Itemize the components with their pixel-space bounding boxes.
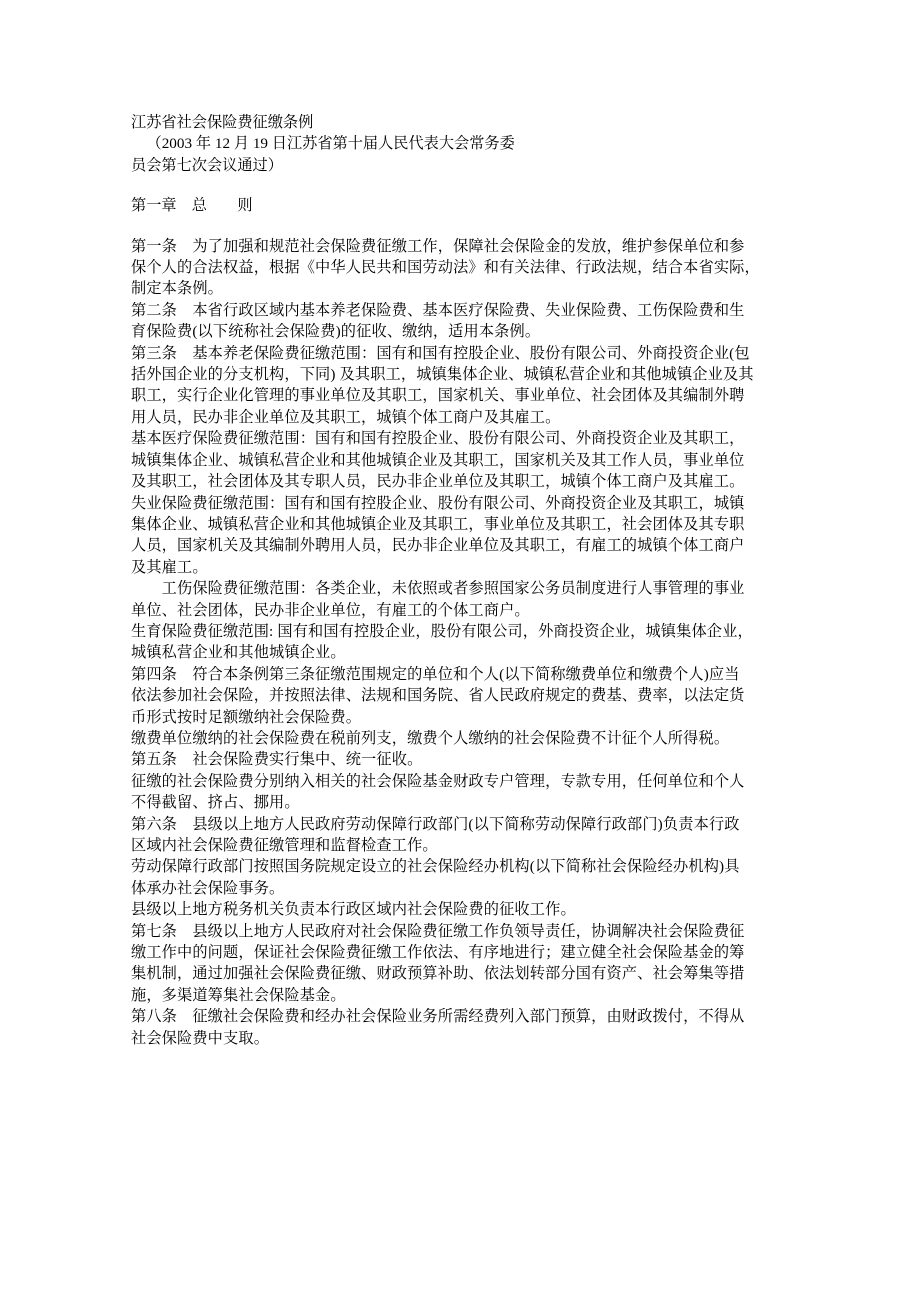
text-line: 人员，国家机关及其编制外聘用人员，民办非企业单位及其职工，有雇工的城镇个体工商户 (131, 537, 745, 555)
text-line: 第五条 社会保险费实行集中、统一征收。 (131, 751, 423, 769)
text-line: 第四条 符合本条例第三条征缴范围规定的单位和个人(以下简称缴费单位和缴费个人)应当 (131, 665, 740, 683)
enactment-line-2: 员会第七次会议通过） (131, 156, 283, 174)
text-line: 不得截留、挤占、挪用。 (131, 794, 300, 812)
enactment-line-1: （2003 年 12 月 19 日江苏省第十届人民代表大会常务委 (146, 135, 515, 153)
text-line: 城镇私营企业和其他城镇企业。 (131, 644, 346, 662)
paragraph-article-6-agency (131, 856, 813, 899)
text-line: 币形式按时足额缴纳社会保险费。 (131, 708, 362, 726)
text-line: 第三条 基本养老保险费征缴范围：国有和国有控股企业、股份有限公司、外商投资企业(包 (131, 344, 750, 362)
text-line: 第八条 征缴社会保险费和经办社会保险业务所需经费列入部门预算，由财政拨付，不得从 (131, 1008, 745, 1026)
text-line: 第一条 为了加强和规范社会保险费征缴工作，保障社会保险金的发放，维护参保单位和参 (131, 237, 745, 255)
paragraph-article-5 (131, 749, 813, 770)
text-line: 县级以上地方税务机关负责本行政区域内社会保险费的征收工作。 (131, 901, 576, 919)
document-title: 江苏省社会保险费征缴条例 (131, 114, 314, 131)
paragraph-article-6-tax-authority (131, 899, 813, 920)
document-body (131, 112, 813, 1049)
text-line: 保个人的合法权益，根据《中华人民共和国劳动法》和有关法律、行政法规，结合本省实际， (131, 259, 760, 277)
text-line: 职工，实行企业化管理的事业单位及其职工，国家机关、事业单位、社会团体及其编制外聘 (131, 387, 745, 405)
text-line: 施，多渠道筹集社会保险基金。 (131, 986, 346, 1004)
chapter-heading: 第一章 总 则 (131, 197, 253, 215)
text-line: 失业保险费征缴范围：国有和国有控股企业、股份有限公司、外商投资企业及其职工，城镇 (131, 494, 745, 512)
paragraph-article-1 (131, 236, 813, 300)
paragraph-article-6 (131, 814, 813, 857)
text-line: 第二条 本省行政区域内基本养老保险费、基本医疗保险费、失业保险费、工伤保险费和生 (131, 301, 745, 319)
text-line: 依法参加社会保险，并按照法律、法规和国务院、省人民政府规定的费基、费率，以法定货 (131, 687, 745, 705)
spacer-before-chapter (131, 176, 813, 195)
paragraph-article-2 (131, 300, 813, 343)
text-line: 区域内社会保险费征缴管理和监督检查工作。 (131, 837, 438, 854)
paragraph-article-3-maternity (131, 621, 813, 664)
text-line: 第七条 县级以上地方人民政府对社会保险费征缴工作负领导责任，协调解决社会保险费征 (131, 922, 745, 940)
text-line: 城镇集体企业、城镇私营企业和其他城镇企业及其职工，国家机关及其工作人员，事业单位 (131, 451, 745, 469)
paragraph-article-3-unemployment (131, 493, 813, 579)
paragraph-article-5-fund (131, 771, 813, 814)
text-line: 及其雇工。 (131, 558, 208, 576)
paragraph-article-3-injury (131, 578, 813, 621)
articles-container (131, 236, 813, 1049)
text-line: 生育保险费征缴范围: 国有和国有控股企业，股份有限公司，外商投资企业，城镇集体企业， (131, 622, 753, 640)
text-line: 集机制，通过加强社会保险费征缴、财政预算补助、依法划转部分国有资产、社会筹集等措 (131, 965, 745, 983)
paragraph-article-7 (131, 921, 813, 1007)
text-line: 缴工作中的问题，保证社会保险费征缴工作依法、有序地进行；建立健全社会保险基金的筹 (131, 944, 745, 962)
text-line: 及其职工，社会团体及其专职人员，民办非企业单位及其职工，城镇个体工商户及其雇工。 (131, 473, 745, 491)
spacer-after-chapter (131, 217, 813, 236)
text-line: 劳动保障行政部门按照国务院规定设立的社会保险经办机构(以下简称社会保险经办机构)具 (131, 858, 740, 876)
text-line: 第六条 县级以上地方人民政府劳动保障行政部门(以下简称劳动保障行政部门)负责本行政 (131, 815, 740, 833)
text-line: 制定本条例。 (131, 280, 224, 298)
text-line: 社会保险费中支取。 (131, 1029, 270, 1047)
paragraph-article-3-medical (131, 428, 813, 492)
text-line: 体承办社会保险事务。 (131, 879, 285, 897)
text-line: 缴费单位缴纳的社会保险费在税前列支，缴费个人缴纳的社会保险费不计征个人所得税。 (131, 729, 730, 747)
text-line: 征缴的社会保险费分别纳入相关的社会保险基金财政专户管理，专款专用，任何单位和个人 (131, 772, 745, 790)
paragraph-article-8 (131, 1006, 813, 1049)
text-line: 育保险费(以下统称社会保险费)的征收、缴纳，适用本条例。 (131, 323, 541, 341)
paragraph-article-3 (131, 343, 813, 429)
text-line: 工伤保险费征缴范围：各类企业，未依照或者参照国家公务员制度进行人事管理的事业 (131, 580, 745, 598)
text-line: 集体企业、城镇私营企业和其他城镇企业及其职工，事业单位及其职工，社会团体及其专职 (131, 515, 745, 533)
text-line: 基本医疗保险费征缴范围：国有和国有控股企业、股份有限公司、外商投资企业及其职工， (131, 430, 745, 448)
text-line: 单位、社会团体，民办非企业单位，有雇工的个体工商户。 (131, 601, 530, 619)
text-line: 用人员，民办非企业单位及其职工，城镇个体工商户及其雇工。 (131, 408, 561, 426)
paragraph-article-4 (131, 664, 813, 728)
paragraph-article-4-tax (131, 728, 813, 749)
text-line: 括外国企业的分支机构，下同) 及其职工，城镇集体企业、城镇私营企业和其他城镇企业及其 (131, 366, 754, 384)
